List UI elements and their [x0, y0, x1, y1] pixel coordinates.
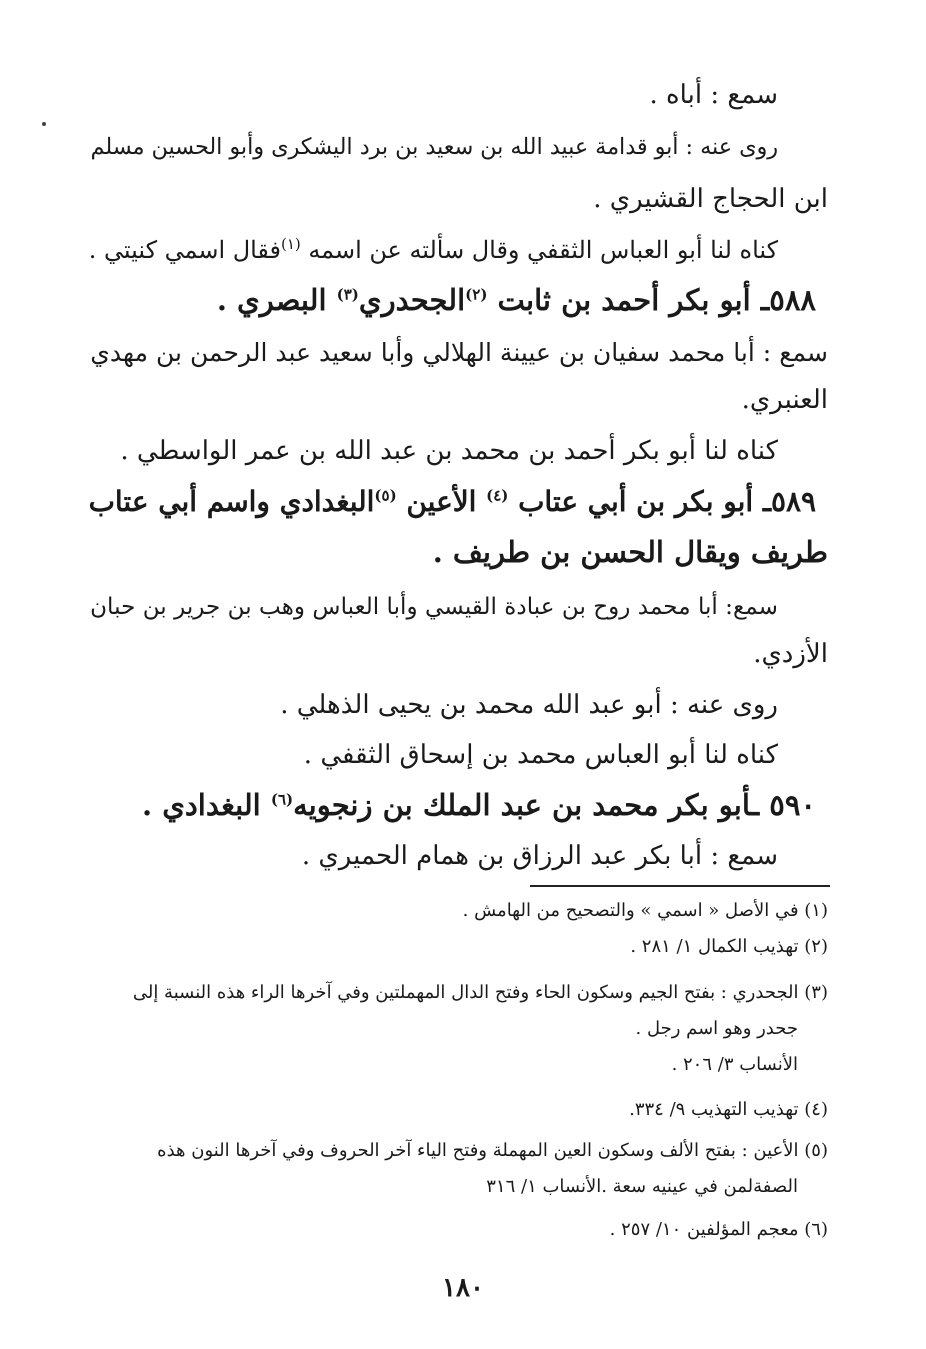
text-line: سمع: أبا محمد روح بن عبادة القيسي وأبا العباس وهب بن جرير بن حبان: [90, 594, 778, 620]
footnote-6: (٦) معجم المؤلفين ١٠/ ٢٥٧ .: [609, 1219, 828, 1240]
footnote-3-source: الأنساب ٣/ ٢٠٦ .: [671, 1054, 798, 1075]
footnote-5-cont: الصفةلمن في عينيه سعة .الأنساب ١/ ٣١٦: [486, 1176, 798, 1197]
text-line: العنبري.: [741, 385, 828, 415]
footnote-ref: (٢): [465, 285, 488, 304]
footnote-3-cont: جحدر وهو اسم رجل .: [635, 1018, 798, 1039]
text-line: سمع : أبا بكر عبد الرزاق بن همام الحميري .: [301, 841, 778, 871]
footnote-3: (٣) الجحدري : بفتح الجيم وسكون الحاء وفتح الدال المهملتين وفي آخرها الراء هذه النسبة إلى: [132, 982, 828, 1003]
entry-heading-589: ٥٨٩ـ أبو بكر بن أبي عتاب $^{(٤)}$ الأعين $^{(٥)}$البغدادي واسم أبي عتاب: [88, 485, 816, 518]
entry-heading-588: ٥٨٨ـ أبو بكر أحمد بن ثابت $^{(٢)}$الجحدري$^{(٣)}$ البصري .: [216, 283, 816, 317]
text-line: روى عنه : أبو قدامة عبيد الله بن سعيد بن برد اليشكرى وأبو الحسين مسلم: [90, 134, 778, 160]
entry-heading-589-cont: طريف ويقال الحسن بن طريف .: [432, 535, 828, 569]
footnote-ref: (٣): [336, 285, 359, 304]
text-line: سمع : أباه .: [649, 80, 778, 110]
footnote-2: (٢) تهذيب الكمال ١/ ٢٨١ .: [630, 936, 828, 957]
page-number: ١٨٠: [442, 1273, 484, 1303]
footnote-4: (٤) تهذيب التهذيب ٩/ ٣٣٤.: [629, 1099, 828, 1120]
speck: [42, 122, 46, 126]
footnote-5: (٥) الأعين : بفتح الألف وسكون العين المهملة وفتح الياء آخر الحروف وفي آخرها النون هذه: [157, 1140, 828, 1161]
entry-heading-590: ٥٩٠ ـأبو بكر محمد بن عبد الملك بن زنجويه$^{(٦)}$ البغدادي .: [142, 788, 816, 822]
footnote-ref: (١): [280, 235, 301, 254]
text-line: كناه لنا أبو العباس الثقفي وقال سألته عن اسمه $^{(١)}$فقال اسمي كنيتي .: [88, 235, 778, 264]
footnote-ref: (٤): [486, 486, 509, 505]
text-line: ابن الحجاج القشيري .: [593, 184, 828, 214]
footnote-ref: (٥): [374, 486, 397, 505]
footnote-ref: (٦): [270, 790, 294, 809]
text-line: روى عنه : أبو عبد الله محمد بن يحيى الذهلي .: [280, 690, 778, 720]
text-line: سمع : أبا محمد سفيان بن عيينة الهلالي وأبا سعيد عبد الرحمن بن مهدي: [90, 338, 828, 367]
footnote-1: (١) في الأصل « اسمي » والتصحيح من الهامش .: [462, 900, 828, 921]
text-line: كناه لنا أبو العباس محمد بن إسحاق الثقفي .: [303, 740, 778, 770]
text-line: كناه لنا أبو بكر أحمد بن محمد بن عبد الله بن عمر الواسطي .: [120, 436, 778, 466]
text-line: الأزدي.: [753, 639, 828, 669]
footnote-separator: [530, 885, 830, 887]
